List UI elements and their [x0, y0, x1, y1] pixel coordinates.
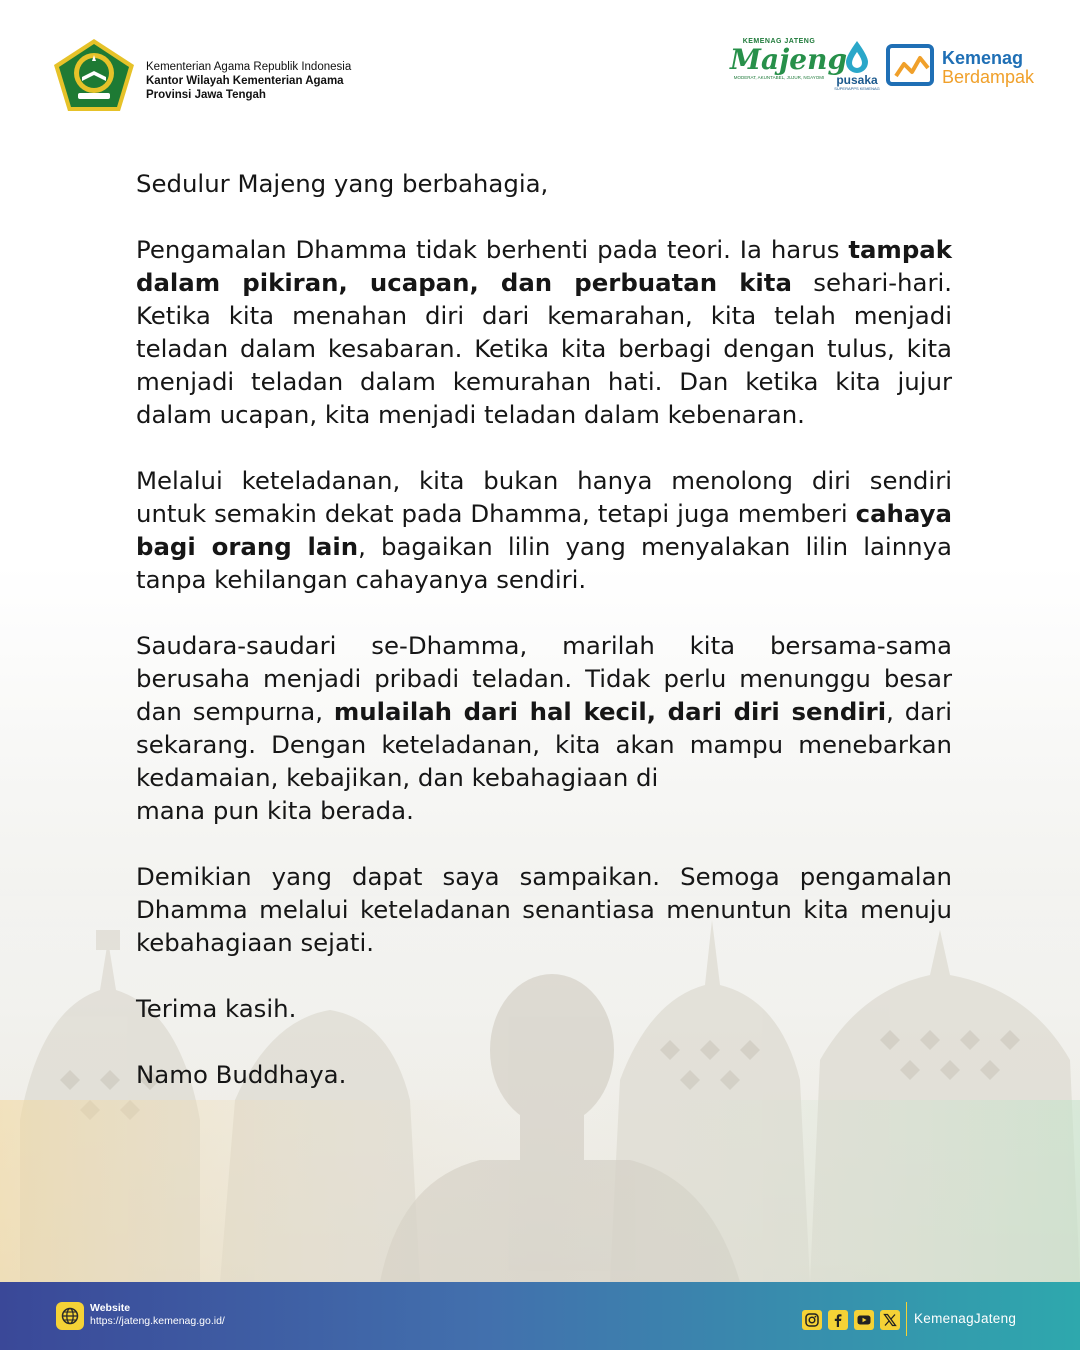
paragraph-3: [136, 629, 952, 827]
closing-text: Namo Buddhaya.: [136, 1060, 347, 1089]
p4-text: Demikian yang dapat saya sampaikan. Semoga pengamalan Dhamma melalui keteladanan senantiasa menuntun kita menuju kebahagiaan sejati.: [136, 862, 952, 957]
org-line-3: Provinsi Jawa Tengah: [146, 89, 266, 101]
pusaka-logo: [832, 40, 882, 98]
thanks: [136, 992, 952, 1025]
organization-name: [146, 60, 351, 102]
thanks-text: Terima kasih.: [136, 994, 297, 1023]
majeng-top-text: KEMENAG JATENG: [742, 38, 816, 45]
p2-bold: cahaya bagi orang lain: [136, 499, 952, 561]
footer-divider: [906, 1302, 907, 1336]
p3-bold: mulailah dari hal kecil, dari diri sendiri: [333, 697, 887, 726]
letter-body: [136, 167, 952, 1091]
p3-text-b: , dari sekarang. Dengan keteladanan, kita akan mampu menebarkan kedamaian, kebajikan, dan kebahagiaan di: [136, 697, 952, 792]
berdampak-mark-icon: [886, 42, 938, 92]
org-line-1: Kementerian Agama Republik Indonesia: [146, 61, 352, 73]
org-line-2: Kantor Wilayah Kementerian Agama: [146, 75, 344, 87]
paragraph-4: [136, 860, 952, 959]
p3-text-a: Saudara-saudari se-Dhamma, marilah kita bersama-sama berusaha menjadi pribadi teladan. Tidak perlu menunggu besar dan sempurna,: [136, 631, 952, 726]
p2-text-a: Melalui keteladanan, kita bukan hanya menolong diri sendiri untuk semakin dekat pada Dhamma, tetapi juga memberi: [136, 466, 952, 528]
p2-text-b: , bagaikan lilin yang menyalakan lilin lainnya tanpa kehilangan cahayanya sendiri.: [136, 532, 952, 594]
pusaka-sub: SUPERAPPS KEMENAG: [834, 86, 880, 91]
kemenag-berdampak-logo: [886, 42, 1050, 92]
greeting-text: Sedulur Majeng yang berbahagia,: [136, 169, 549, 198]
majeng-logo: [730, 38, 848, 96]
header: [0, 0, 1080, 120]
website-label: Website: [90, 1302, 131, 1314]
facebook-icon[interactable]: [828, 1310, 848, 1330]
majeng-tagline: MODERAT, AKUNTABEL, JUJUR, NGAYOMI: [733, 75, 825, 80]
social-handle[interactable]: KemenagJateng: [914, 1311, 1017, 1326]
p3-text-c: mana pun kita berada.: [136, 796, 414, 825]
p1-text-a: Pengamalan Dhamma tidak berhenti pada teori. Ia harus: [136, 235, 849, 264]
x-icon[interactable]: [880, 1310, 900, 1330]
website-url-link[interactable]: https://jateng.kemenag.go.id/: [90, 1315, 225, 1327]
berdampak-line-1: Kemenag: [942, 48, 1024, 68]
pusaka-drop-icon: [844, 40, 870, 74]
instagram-icon[interactable]: [802, 1310, 822, 1330]
closing: [136, 1058, 952, 1091]
globe-icon: [56, 1302, 84, 1330]
youtube-icon[interactable]: [854, 1310, 874, 1330]
paragraph-2: [136, 464, 952, 596]
majeng-wordmark: Majeng: [730, 43, 848, 76]
pusaka-name: pusaka: [836, 73, 878, 87]
partner-logos: [730, 38, 1050, 98]
greeting: [136, 167, 952, 200]
kemenag-emblem-logo: [52, 37, 136, 113]
footer-bar: [0, 1282, 1080, 1350]
paragraph-1: [136, 233, 952, 431]
p1-bold: tampak dalam pikiran, ucapan, dan perbuatan kita: [136, 235, 952, 297]
berdampak-line-2: Berdampak: [942, 67, 1035, 87]
p1-text-b: sehari-hari. Ketika kita menahan diri dari kemarahan, kita telah menjadi teladan dalam kesabaran. Ketika kita berbagi dengan tulus, kita menjadi teladan dalam kemurahan hati. Dan ketika kita jujur dalam ucapan, kita menjadi teladan dalam kebenaran.: [136, 268, 952, 429]
